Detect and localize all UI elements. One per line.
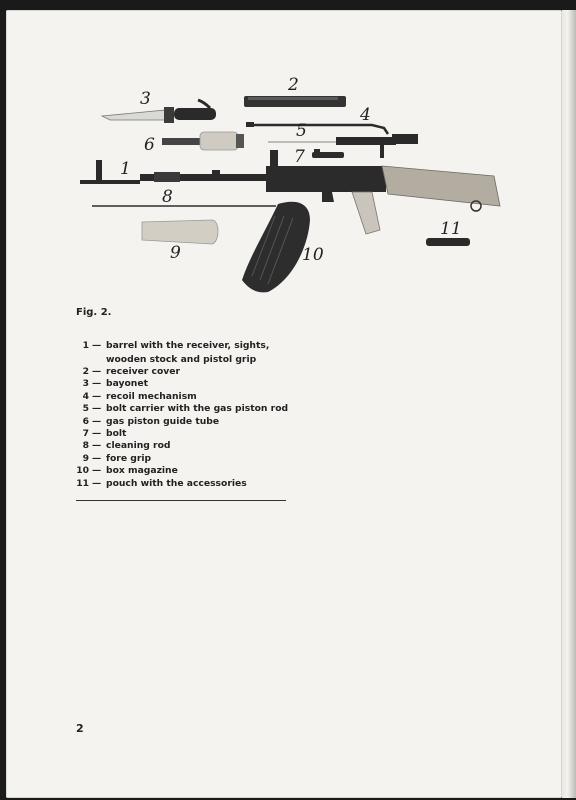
legend-number: 7 bbox=[82, 428, 89, 440]
legend-text: box magazine bbox=[106, 465, 178, 477]
page-number: 2 bbox=[76, 722, 84, 735]
legend-number: 3 bbox=[82, 378, 89, 390]
figure-caption: Fig. 2. bbox=[76, 307, 112, 318]
legend-text: bolt bbox=[106, 428, 127, 440]
legend-dash: — bbox=[92, 366, 102, 377]
callout-1: 1 bbox=[120, 159, 131, 179]
legend-item bbox=[76, 378, 296, 390]
callout-6: 6 bbox=[144, 135, 155, 155]
legend-number: 8 bbox=[82, 440, 89, 452]
bolt-image bbox=[312, 149, 344, 158]
legend-item bbox=[76, 478, 296, 490]
callout-4: 4 bbox=[360, 105, 371, 125]
legend-number: 4 bbox=[82, 390, 89, 402]
accessory-pouch-image bbox=[426, 238, 470, 246]
legend-divider bbox=[76, 500, 286, 501]
legend-item bbox=[76, 453, 296, 465]
legend-dash: — bbox=[92, 390, 102, 402]
legend-dash: — bbox=[92, 452, 102, 464]
callout-3: 3 bbox=[140, 89, 151, 109]
legend-dash: — bbox=[92, 428, 102, 440]
legend-text: gas piston guide tube bbox=[106, 415, 220, 427]
callout-2: 2 bbox=[288, 75, 299, 95]
fore-grip-image bbox=[142, 220, 218, 244]
legend-item bbox=[76, 339, 296, 366]
bayonet-image bbox=[102, 100, 216, 123]
legend-text: barrel with the receiver, sights, wooden stock and pistol grip bbox=[106, 340, 270, 365]
receiver-cover-image bbox=[244, 96, 346, 107]
legend-number: 5 bbox=[82, 403, 89, 415]
legend-item bbox=[76, 428, 296, 440]
legend-number: 2 bbox=[82, 366, 89, 377]
callout-8: 8 bbox=[162, 187, 173, 207]
legend-dash: — bbox=[92, 440, 102, 452]
callout-7: 7 bbox=[294, 147, 305, 167]
legend-item bbox=[76, 403, 296, 415]
legend-number: 11 bbox=[76, 477, 89, 489]
legend-text: bayonet bbox=[106, 378, 148, 390]
legend-dash: — bbox=[92, 477, 102, 489]
legend-dash: — bbox=[92, 378, 102, 390]
callout-5: 5 bbox=[296, 121, 307, 141]
legend-item bbox=[76, 391, 296, 403]
legend-item bbox=[76, 440, 296, 452]
legend-item bbox=[76, 465, 296, 477]
box-magazine-image bbox=[242, 202, 310, 293]
legend-dash: — bbox=[92, 465, 102, 477]
legend-number: 10 bbox=[76, 465, 89, 477]
rifle-parts-figure bbox=[70, 70, 510, 305]
legend-text: fore grip bbox=[106, 452, 152, 464]
legend-number: 9 bbox=[82, 452, 89, 464]
callout-10: 10 bbox=[302, 245, 324, 265]
book-spine-edge bbox=[562, 10, 576, 798]
callout-11: 11 bbox=[440, 219, 462, 239]
legend-item bbox=[76, 416, 296, 428]
gas-tube-image bbox=[162, 132, 244, 150]
legend-number: 6 bbox=[82, 415, 89, 427]
legend-text: pouch with the accessories bbox=[106, 477, 247, 489]
legend-number: 1 bbox=[82, 340, 89, 351]
legend-text: bolt carrier with the gas piston rod bbox=[106, 403, 289, 415]
legend-item bbox=[76, 366, 296, 378]
legend-dash: — bbox=[92, 340, 102, 351]
legend-dash: — bbox=[92, 403, 102, 415]
parts-legend bbox=[76, 339, 296, 490]
legend-text: cleaning rod bbox=[106, 440, 171, 452]
legend-text: receiver cover bbox=[106, 366, 181, 377]
legend-dash: — bbox=[92, 415, 102, 427]
legend-text: recoil mechanism bbox=[106, 390, 197, 402]
callout-9: 9 bbox=[170, 243, 181, 263]
